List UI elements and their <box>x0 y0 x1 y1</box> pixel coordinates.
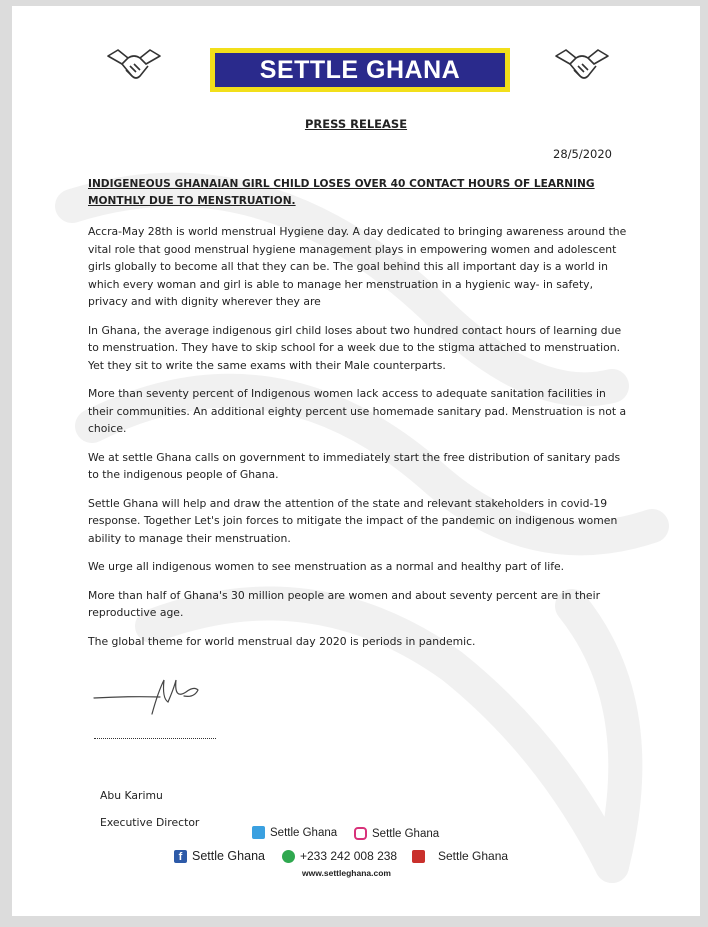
facebook-link[interactable] <box>174 849 265 863</box>
signatory-name: Abu Karimu <box>100 789 163 802</box>
whatsapp-icon <box>282 850 295 863</box>
paragraph: In Ghana, the average indigenous girl child loses about two hundred contact hours of learning due to menstruation. They have to skip school for a week due to the stigma attached to menstruation. Yet they sit to write the same exams with their Male counterparts. <box>88 323 622 372</box>
whatsapp-link[interactable] <box>282 849 397 863</box>
press-body <box>88 223 633 661</box>
press-release-label: PRESS RELEASE <box>304 117 408 131</box>
handshake-icon <box>106 42 162 92</box>
youtube-icon <box>412 850 425 863</box>
facebook-icon: f <box>174 850 187 863</box>
youtube-handle: Settle Ghana <box>438 849 509 863</box>
document-page <box>12 6 700 916</box>
signatory-title: Executive Director <box>100 816 200 829</box>
website-link[interactable]: www.settleghana.com <box>302 868 391 878</box>
facebook-handle: Settle Ghana <box>192 849 265 863</box>
paragraph: More than half of Ghana's 30 million people are women and about seventy percent are in their reproductive age. <box>88 588 601 619</box>
paragraph: Accra-May 28th is world menstrual Hygiene day. A day dedicated to bringing awareness around the vital role that good menstrual hygiene management plays in empowering women and adolescent girls globally to become all that they can be. The goal behind this all important day is a world in which every woman and girl is able to manage her menstruation in a hygienic way- in safety, privacy and with dignity wherever they are <box>88 225 627 308</box>
paragraph: Settle Ghana will help and draw the attention of the state and relevant stakeholders in covid-19 response. Together Let's join forces to mitigate the impact of the pandemic on indigenous women ability to manage their menstruation. <box>88 496 618 545</box>
instagram-handle: Settle Ghana <box>372 827 440 840</box>
twitter-link[interactable] <box>252 826 337 839</box>
release-date: 28/5/2020 <box>553 147 612 161</box>
signature-line <box>94 738 216 739</box>
instagram-icon <box>354 827 367 840</box>
settle-ghana-logo <box>210 48 510 92</box>
whatsapp-number: +233 242 008 238 <box>300 849 398 863</box>
logo-text: SETTLE GHANA <box>259 55 461 84</box>
youtube-link[interactable] <box>412 849 508 863</box>
signature <box>90 672 230 722</box>
twitter-handle: Settle Ghana <box>270 826 338 839</box>
paragraph: We urge all indigenous women to see menstruation as a normal and healthy part of life. <box>88 560 565 573</box>
paragraph: We at settle Ghana calls on government to immediately start the free distribution of sanitary pads to the indigenous people of Ghana. <box>88 450 621 481</box>
instagram-link[interactable] <box>354 827 439 840</box>
twitter-icon <box>252 826 265 839</box>
handshake-icon <box>554 42 610 92</box>
paragraph: The global theme for world menstrual day 2020 is periods in pandemic. <box>88 634 476 648</box>
paragraph: More than seventy percent of Indigenous women lack access to adequate sanitation facilities in their communities. An additional eighty percent use homemade sanitary pad. Menstruation is not a choice. <box>88 387 627 435</box>
headline: INDIGENEOUS GHANAIAN GIRL CHILD LOSES OVER 40 CONTACT HOURS OF LEARNING MONTHLY DUE TO MENSTRUATION. <box>88 178 595 207</box>
